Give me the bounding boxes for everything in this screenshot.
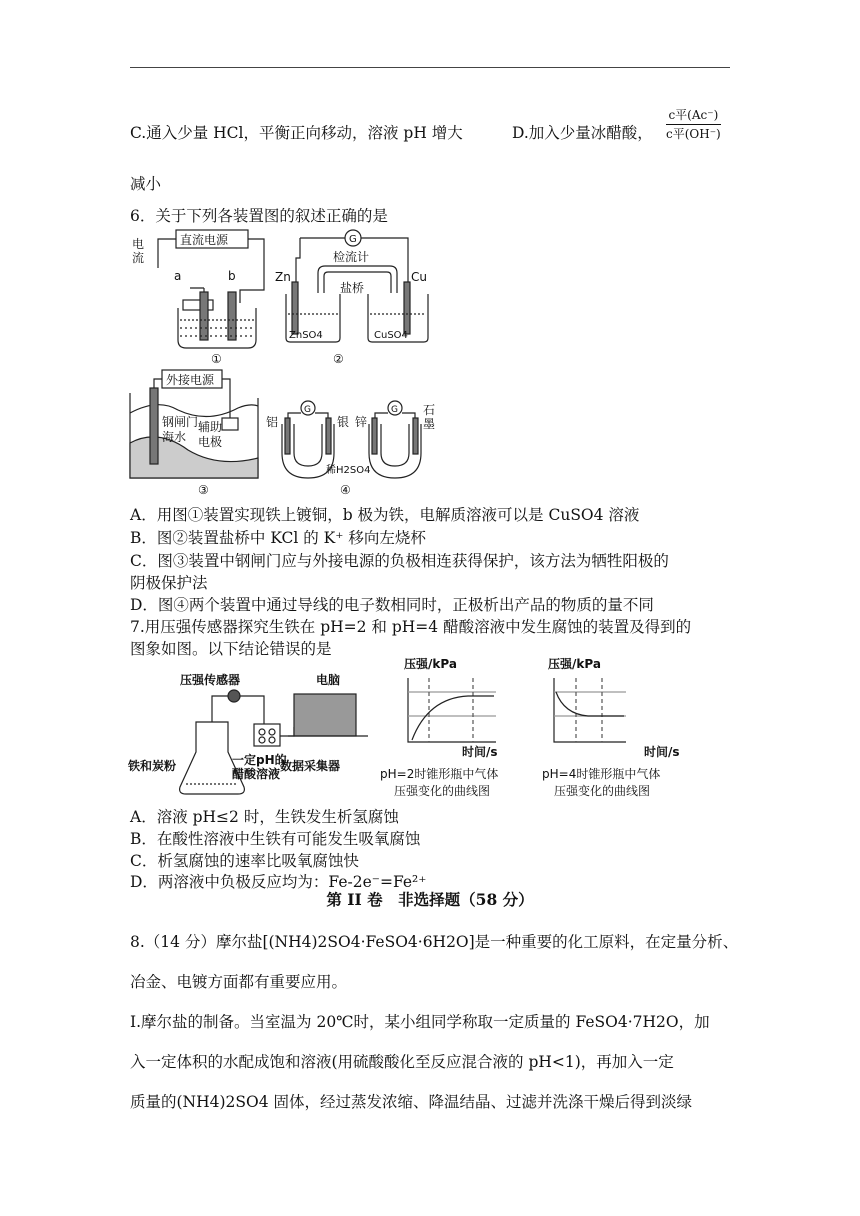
label-g: G <box>349 234 357 245</box>
chart1-ylabel: 压强/kPa <box>404 657 457 671</box>
chart2-ylabel: 压强/kPa <box>548 657 601 671</box>
q6-option-b: B．图②装置盐桥中 KCl 的 K⁺ 移向左烧杯 <box>130 529 426 547</box>
q8-line3: I.摩尔盐的制备。当室温为 20℃时，某小组同学称取一定质量的 FeSO4·7H2O，加 <box>130 1013 710 1031</box>
label-ag: 银 <box>337 415 350 429</box>
q7-figure <box>128 652 708 804</box>
q5-option-c: C.通入少量 HCl，平衡正向移动，溶液 pH 增大 <box>130 124 463 142</box>
label-current: 电 <box>132 237 145 251</box>
label-a: a <box>174 269 182 283</box>
label-fig1: ① <box>211 352 222 366</box>
label-current-2: 流 <box>132 251 145 265</box>
label-dc-source: 直流电源 <box>180 233 229 247</box>
q8-line1: 8.（14 分）摩尔盐[(NH4)2SO4·FeSO4·6H2O]是一种重要的化工原料，在定量分析、 <box>130 933 739 951</box>
label-sensor: 压强传感器 <box>180 673 241 687</box>
q6-option-d: D．图④两个装置中通过导线的电子数相同时，正极析出产品的物质的量不同 <box>130 596 654 614</box>
label-acid2: 醋酸溶液 <box>232 767 281 781</box>
q6-option-a: A．用图①装置实现铁上镀铜，b 极为铁，电解质溶液可以是 CuSO4 溶液 <box>130 506 640 524</box>
header-rule <box>130 67 730 68</box>
q7-stem-line2: 图象如图。以下结论错误的是 <box>130 640 332 658</box>
chart1-caption-a: pH=2时锥形瓶中气体 <box>380 767 499 781</box>
q5-option-d: D.加入少量冰醋酸， <box>512 124 653 142</box>
fraction-numerator: c平(Ac⁻) <box>668 108 719 122</box>
q8-line5: 质量的(NH4)2SO4 固体，经过蒸发浓缩、降温结晶、过滤并洗涤干燥后得到淡绿 <box>130 1093 693 1111</box>
q7-option-b: B．在酸性溶液中生铁有可能发生吸氧腐蚀 <box>130 830 421 848</box>
label-fig3: ③ <box>198 483 209 497</box>
label-b: b <box>228 269 236 283</box>
label-aux2: 电极 <box>198 435 223 449</box>
label-graphite: 石 <box>423 403 436 417</box>
label-ext-source: 外接电源 <box>166 373 215 387</box>
q5-fraction <box>666 108 721 141</box>
q6-stem: 6．关于下列各装置图的叙述正确的是 <box>130 207 388 225</box>
label-salt-bridge: 盐桥 <box>340 281 365 295</box>
q8-line4: 入一定体积的水配成饱和溶液(用硫酸酸化至反应混合液的 pH<1)，再加入一定 <box>130 1053 674 1071</box>
label-znso4: ZnSO4 <box>289 330 323 341</box>
label-fig4: ④ <box>340 483 351 497</box>
label-acid1: 一定pH的 <box>232 753 287 767</box>
chart2-caption-b: 压强变化的曲线图 <box>554 784 651 798</box>
label-seawater: 海水 <box>162 430 187 444</box>
label-collector: 数据采集器 <box>280 759 341 773</box>
q7-option-c: C．析氢腐蚀的速率比吸氧腐蚀快 <box>130 852 359 870</box>
label-computer: 电脑 <box>316 673 341 687</box>
q7-option-d: D．两溶液中负极反应均为：Fe-2e⁻=Fe²⁺ <box>130 873 427 891</box>
q7-option-a: A．溶液 pH≤2 时，生铁发生析氢腐蚀 <box>130 808 399 826</box>
label-galvanometer: 检流计 <box>333 250 370 264</box>
q7-stem-line1: 7.用压强传感器探究生铁在 pH=2 和 pH=4 醋酸溶液中发生腐蚀的装置及得到的 <box>130 618 692 636</box>
chart2-xlabel: 时间/s <box>644 745 680 759</box>
label-cuso4: CuSO4 <box>374 330 408 341</box>
q6-figure <box>128 228 458 498</box>
label-graphite2: 墨 <box>423 417 436 431</box>
q5-tail: 减小 <box>130 175 162 193</box>
label-zinc: 锌 <box>355 415 368 429</box>
label-aux: 辅助 <box>198 420 223 434</box>
chart1-xlabel: 时间/s <box>462 745 498 759</box>
label-g3: G <box>391 405 398 415</box>
section-heading: 第 II 卷 非选择题（58 分） <box>326 890 534 909</box>
label-h2so4: 稀H2SO4 <box>326 465 371 476</box>
label-steel-gate: 钢闸门 <box>162 415 199 429</box>
label-zn: Zn <box>275 270 291 284</box>
label-al: 铝 <box>266 415 279 429</box>
chart1-caption-b: 压强变化的曲线图 <box>394 784 491 798</box>
label-g2: G <box>304 405 311 415</box>
q6-option-c-line1: C．图③装置中钢闸门应与外接电源的负极相连获得保护，该方法为牺牲阳极的 <box>130 552 669 570</box>
label-fig2: ② <box>333 352 344 366</box>
q8-line2: 冶金、电镀方面都有重要应用。 <box>130 973 348 991</box>
label-cu: Cu <box>411 270 427 284</box>
q6-option-c-line2: 阴极保护法 <box>130 574 208 592</box>
chart2-caption-a: pH=4时锥形瓶中气体 <box>542 767 661 781</box>
fraction-denominator: c平(OH⁻) <box>666 127 721 141</box>
label-iron-carbon: 铁和炭粉 <box>128 759 177 773</box>
